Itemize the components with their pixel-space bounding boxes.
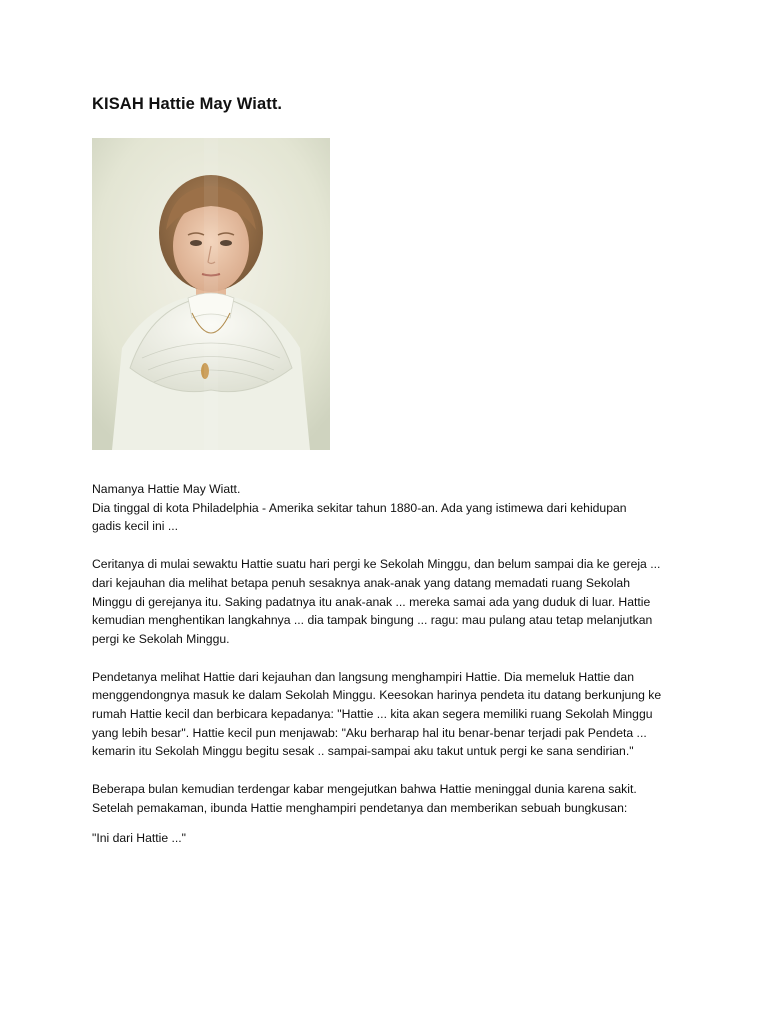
text-line: gadis kecil ini ...: [92, 519, 179, 534]
text-line: rumah Hattie kecil dan berbicara kepadanya: "Hattie ... kita akan segera memiliki ruang Sekolah Minggu: [92, 707, 653, 722]
paragraph-pastor: [92, 668, 692, 762]
text-line: kemarin itu Sekolah Minggu begitu sesak .. sampai-sampai aku takut untuk pergi ke sana sendirian.": [92, 744, 634, 759]
text-line: dari kejauhan dia melihat betapa penuh sesaknya anak-anak yang datang memadati ruang Sekolah: [92, 575, 630, 590]
text-line: Beberapa bulan kemudian terdengar kabar mengejutkan bahwa Hattie meninggal dunia karena sakit.: [92, 782, 637, 797]
text-line: menggendongnya masuk ke dalam Sekolah Minggu. Keesokan harinya pendeta itu datang berkunjung ke: [92, 688, 662, 703]
text-line: pergi ke Sekolah Minggu.: [92, 631, 230, 646]
text-line: yang lebih besar". Hattie kecil pun menjawab: "Aku berharap hal itu benar-benar terjadi pak Pendeta ...: [92, 725, 647, 740]
text-line: Namanya Hattie May Wiatt.: [92, 482, 241, 496]
text-line: "Ini dari Hattie ...": [92, 830, 187, 845]
paragraph-news: [92, 780, 692, 817]
text-line: Dia tinggal di kota Philadelphia - Amerika sekitar tahun 1880-an. Ada yang istimewa dari kehidupan: [92, 500, 627, 515]
paragraph-quote: [92, 829, 692, 848]
text-line: kemudian menghentikan langkahnya ... dia tampak bingung ... ragu: mau pulang atau tetap melanjutkan: [92, 613, 653, 628]
text-line: Pendetanya melihat Hattie dari kejauhan dan langsung menghampiri Hattie. Dia memeluk Hattie dan: [92, 669, 634, 684]
text-line: Setelah pemakaman, ibunda Hattie menghampiri pendetanya dan memberikan sebuah bungkusan:: [92, 800, 628, 815]
text-line: Ceritanya di mulai sewaktu Hattie suatu hari pergi ke Sekolah Minggu, dan belum sampai dia ke gereja ...: [92, 557, 661, 572]
paragraph-story-start: [92, 555, 692, 649]
portrait-photo-icon: [92, 138, 330, 450]
page-title: KISAH Hattie May Wiatt.: [92, 95, 283, 113]
paragraph-intro: [92, 480, 692, 536]
text-line: Minggu di gerejanya itu. Saking padatnya itu anak-anak ... mereka samai ada yang duduk di luar. Hattie: [92, 594, 651, 609]
story-text: [92, 480, 692, 866]
